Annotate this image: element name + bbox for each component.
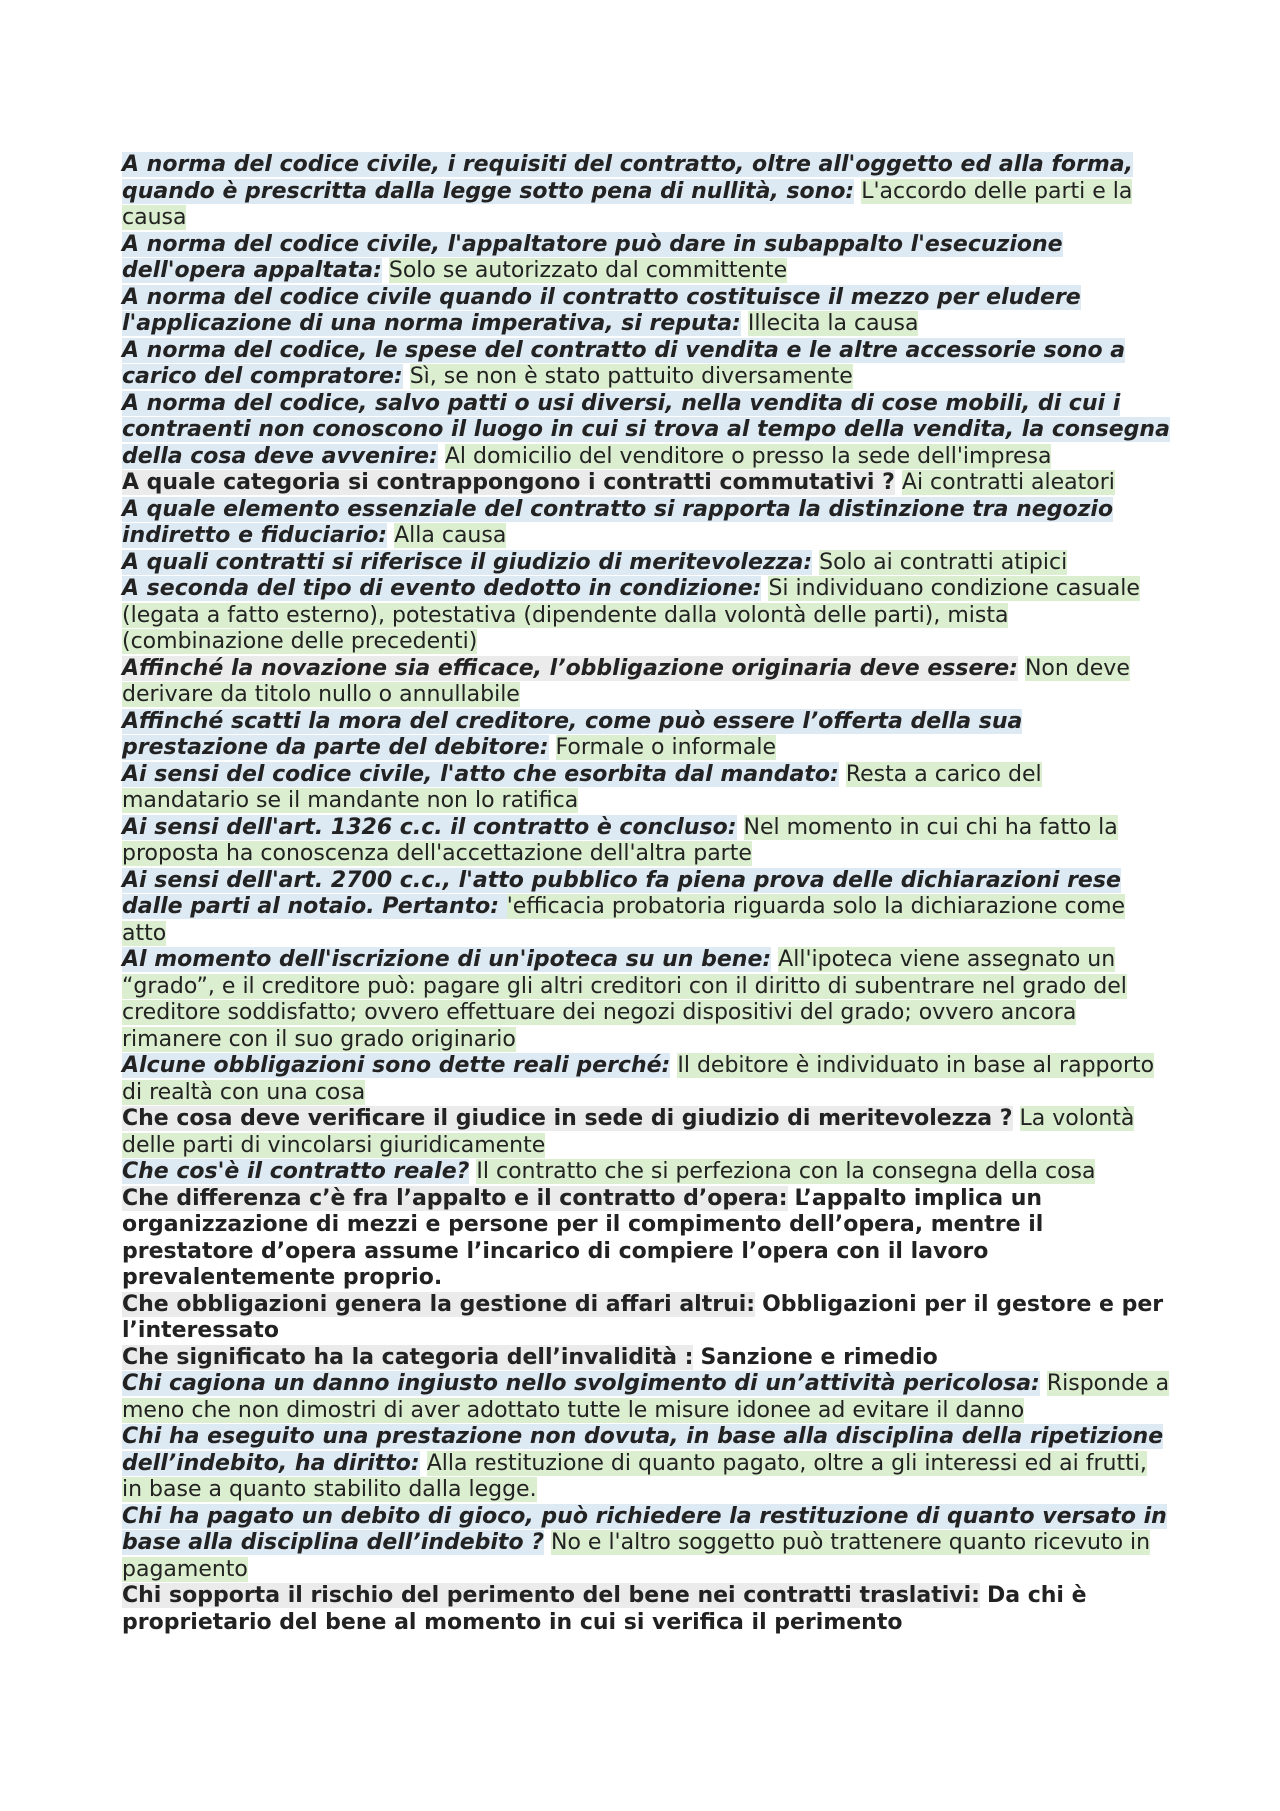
qa-item bbox=[122, 1583, 1172, 1636]
question-text: Al momento dell'iscrizione di un'ipoteca su un bene: bbox=[122, 947, 772, 972]
question-text: A norma del codice civile, i requisiti del contratto, oltre all'oggetto ed alla forma, quando è prescritta dalla legge sotto pena di nullità, sono: bbox=[122, 152, 1133, 204]
qa-item bbox=[122, 1424, 1172, 1504]
question-text: A quale categoria si contrappongono i contratti commutativi ? bbox=[122, 470, 895, 495]
question-text: A norma del codice, salvo patti o usi diversi, nella vendita di cose mobili, di cui i contraenti non conoscono il luogo in cui si trova al tempo della vendita, la consegna della cosa deve avvenire: bbox=[122, 390, 1170, 469]
qa-item bbox=[122, 762, 1172, 815]
question-text: Alcune obbligazioni sono dette reali perché: bbox=[122, 1053, 671, 1078]
qa-item bbox=[122, 285, 1172, 338]
answer-text: Sanzione e rimedio bbox=[700, 1344, 938, 1370]
qa-item bbox=[122, 1345, 1172, 1372]
question-text: Chi cagiona un danno ingiusto nello svolgimento di un’attività pericolosa: bbox=[122, 1371, 1040, 1396]
qa-item bbox=[122, 232, 1172, 285]
answer-text: Il contratto che si perfeziona con la consegna della cosa bbox=[476, 1159, 1096, 1184]
answer-text: Alla causa bbox=[394, 523, 507, 548]
qa-item bbox=[122, 1053, 1172, 1106]
answer-text: Obbligazioni per il gestore e per l’interessato bbox=[122, 1291, 1164, 1343]
answer-text: Formale o informale bbox=[555, 735, 776, 760]
qa-item bbox=[122, 1106, 1172, 1159]
qa-item bbox=[122, 470, 1172, 497]
answer-text: L'accordo delle parti e la causa bbox=[122, 178, 1133, 230]
question-text: Affinché la novazione sia efficace, l’obbligazione originaria deve essere: bbox=[122, 655, 1018, 681]
answer-text: Sì, se non è stato pattuito diversamente bbox=[409, 364, 853, 389]
qa-item bbox=[122, 1292, 1172, 1345]
question-text: A norma del codice civile quando il contratto costituisce il mezzo per eludere l'applicazione di una norma imperativa, si reputa: bbox=[122, 284, 1081, 336]
qa-list bbox=[122, 152, 1172, 1636]
qa-item bbox=[122, 391, 1172, 471]
answer-text: 'efficacia probatoria riguarda solo la dichiarazione come atto bbox=[122, 894, 1126, 946]
qa-item bbox=[122, 1371, 1172, 1424]
question-text: Chi ha pagato un debito di gioco, può richiedere la restituzione di quanto versato in base alla disciplina dell’indebito ? bbox=[122, 1503, 1167, 1555]
qa-item bbox=[122, 709, 1172, 762]
question-text: Chi ha eseguito una prestazione non dovuta, in base alla disciplina della ripetizione dell’indebito, ha diritto: bbox=[122, 1424, 1164, 1476]
question-text: Che obbligazioni genera la gestione di affari altrui: bbox=[122, 1291, 756, 1317]
answer-text: All'ipoteca viene assegnato un “grado”, e il creditore può: pagare gli altri creditori con il diritto di subentrare nel grado del creditore soddisfatto; ovvero effettuare dei negozi dispositivi del grado; ovvero ancora rimanere con il suo grado originario bbox=[122, 947, 1127, 1052]
answer-text: No e l'altro soggetto può trattenere quanto ricevuto in pagamento bbox=[122, 1530, 1151, 1582]
question-text: A norma del codice civile, l'appaltatore può dare in subappalto l'esecuzione dell'opera appaltata: bbox=[122, 231, 1063, 283]
question-text: Affinché scatti la mora del creditore, come può essere l’offerta della sua prestazione da parte del debitore: bbox=[122, 708, 1023, 760]
answer-text: Solo ai contratti atipici bbox=[819, 549, 1068, 575]
qa-item bbox=[122, 1159, 1172, 1186]
question-text: A quale elemento essenziale del contratto si rapporta la distinzione tra negozio indiretto e fiduciario: bbox=[122, 496, 1114, 548]
qa-item bbox=[122, 1186, 1172, 1292]
answer-text: Illecita la causa bbox=[747, 311, 919, 336]
answer-text: Si individuano condizione casuale (legata a fatto esterno), potestativa (dipendente dalla volontà delle parti), mista (combinazione delle precedenti) bbox=[122, 576, 1140, 654]
qa-item bbox=[122, 815, 1172, 868]
question-text: Che significato ha la categoria dell’invalidità : bbox=[122, 1344, 694, 1370]
answer-text: Nel momento in cui chi ha fatto la proposta ha conoscenza dell'accettazione dell'altra parte bbox=[122, 814, 1118, 866]
answer-text: Da chi è proprietario del bene al momento in cui si verifica il perimento bbox=[122, 1583, 1087, 1635]
qa-item bbox=[122, 868, 1172, 948]
question-text: Che differenza c’è fra l’appalto e il contratto d’opera: bbox=[122, 1185, 788, 1211]
question-text: Ai sensi dell'art. 1326 c.c. il contratto è concluso: bbox=[122, 814, 737, 840]
qa-item bbox=[122, 576, 1172, 656]
question-text: Ai sensi del codice civile, l'atto che esorbita dal mandato: bbox=[122, 761, 839, 787]
qa-item bbox=[122, 947, 1172, 1053]
question-text: A norma del codice, le spese del contratto di vendita e le altre accessorie sono a carico del compratore: bbox=[122, 337, 1126, 389]
question-text: A seconda del tipo di evento dedotto in condizione: bbox=[122, 576, 762, 601]
question-text: Chi sopporta il rischio del perimento del bene nei contratti traslativi: bbox=[122, 1583, 980, 1608]
qa-item bbox=[122, 497, 1172, 550]
question-text: Che cosa deve verificare il giudice in sede di giudizio di meritevolezza ? bbox=[122, 1106, 1013, 1131]
question-text: Che cos'è il contratto reale? bbox=[122, 1159, 470, 1184]
qa-item bbox=[122, 550, 1172, 577]
answer-text: Al domicilio del venditore o presso la sede dell'impresa bbox=[444, 443, 1052, 469]
answer-text: Il debitore è individuato in base al rapporto di realtà con una cosa bbox=[122, 1053, 1155, 1105]
answer-text: Non deve derivare da titolo nullo o annullabile bbox=[122, 655, 1130, 707]
answer-text: Resta a carico del mandatario se il mandante non lo ratifica bbox=[122, 761, 1042, 813]
answer-text: Solo se autorizzato dal committente bbox=[388, 258, 788, 283]
qa-item bbox=[122, 1504, 1172, 1584]
answer-text: La volontà delle parti di vincolarsi giuridicamente bbox=[122, 1106, 1135, 1158]
qa-item bbox=[122, 338, 1172, 391]
answer-text: Risponde a meno che non dimostri di aver adottato tutte le misure idonee ad evitare il danno bbox=[122, 1371, 1170, 1423]
answer-text: Ai contratti aleatori bbox=[901, 470, 1115, 495]
answer-text: Alla restituzione di quanto pagato, oltre a gli interessi ed ai frutti, in base a quanto stabilito dalla legge. bbox=[122, 1450, 1147, 1502]
qa-item bbox=[122, 656, 1172, 709]
question-text: A quali contratti si riferisce il giudizio di meritevolezza: bbox=[122, 549, 813, 575]
qa-item bbox=[122, 152, 1172, 232]
answer-text: L’appalto implica un organizzazione di mezzi e persone per il compimento dell’opera, mentre il prestatore d’opera assume l’incarico di compiere l’opera con il lavoro prevalentemente proprio. bbox=[122, 1185, 1044, 1290]
question-text: Ai sensi dell'art. 2700 c.c., l'atto pubblico fa piena prova delle dichiarazioni rese dalle parti al notaio. Pertanto: bbox=[122, 867, 1121, 919]
